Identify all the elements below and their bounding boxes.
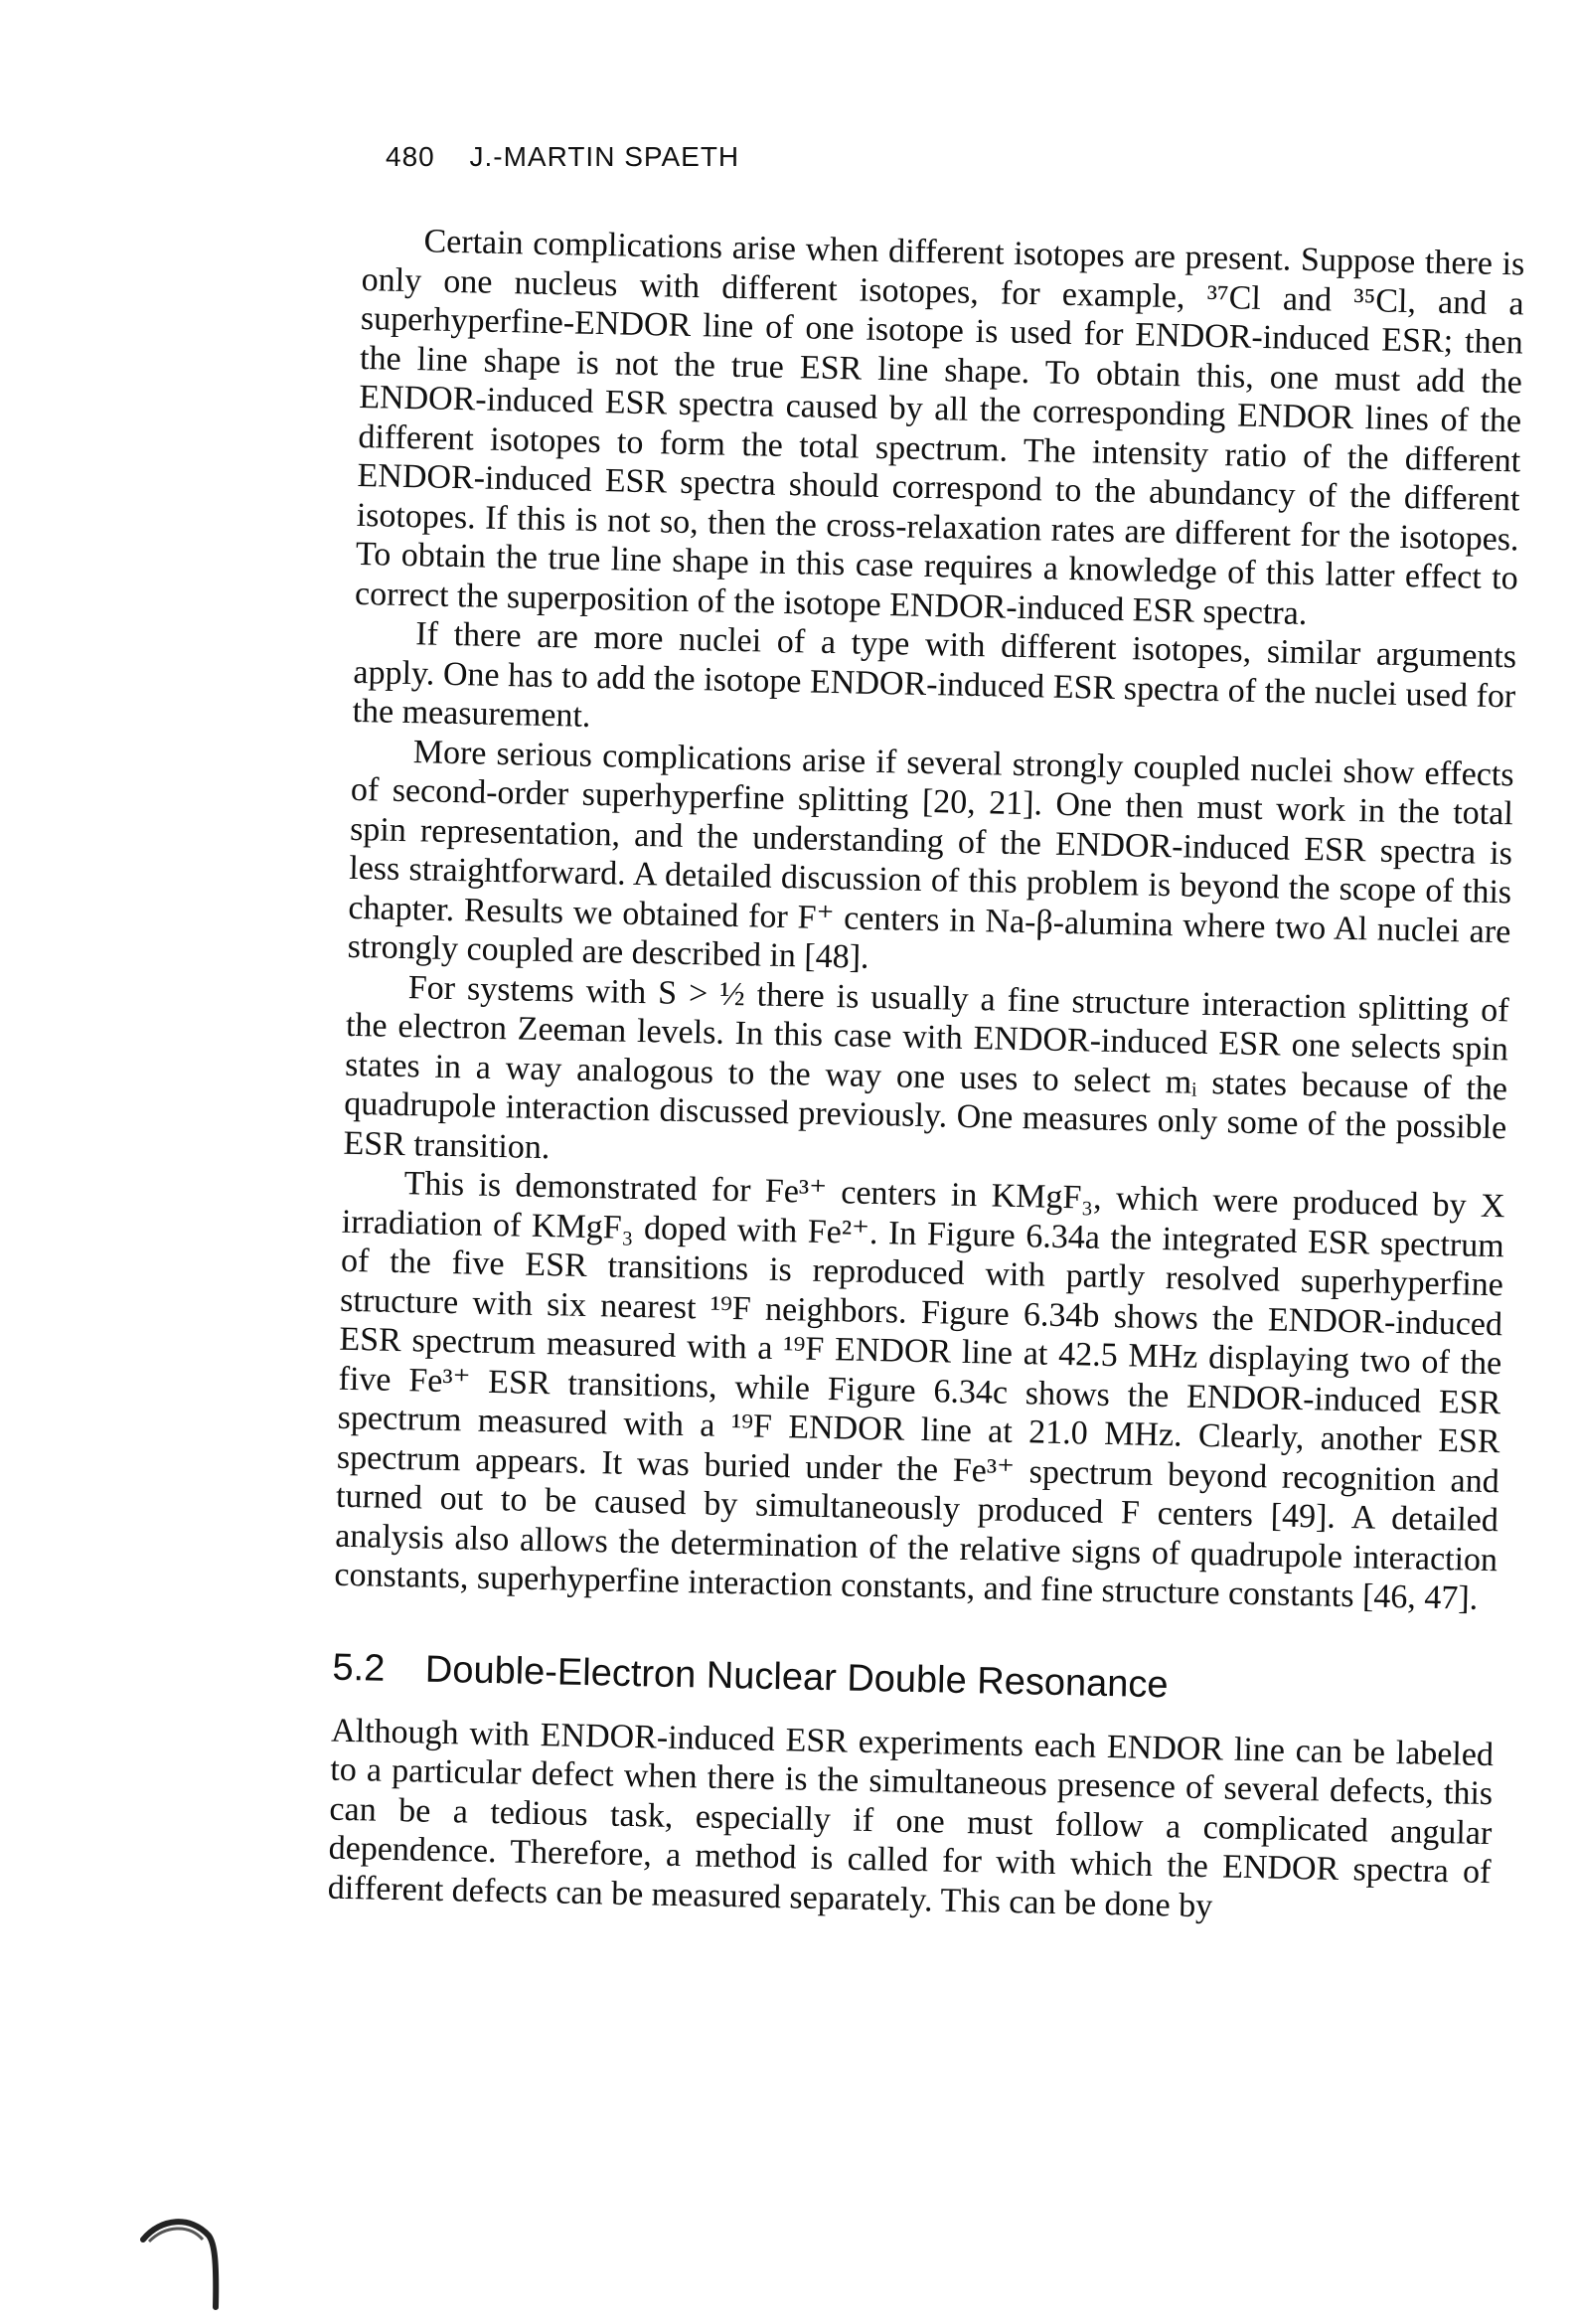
page-header <box>386 141 739 173</box>
page-number: 480 <box>386 141 435 172</box>
paragraph-multiple-nuclei: If there are more nuclei of a type with different isotopes, similar arguments apply. One has to add the isotope ENDOR-induced ESR spectra of the nuclei used for the measurement. <box>352 615 1517 735</box>
section-heading <box>332 1646 1496 1713</box>
paragraph-second-order: More serious complications arise if several strongly coupled nuclei show effects of second-order superhyperfine splitting [20, 21]. One then must work in the total spin representation, and the understanding of the ENDOR-induced ESR spectra is less straightforward. A detailed discussion of this problem is beyond the scope of this chapter. Results we obtained for F⁺ centers in Na-β-alumina where two Al nuclei are strongly coupled are described in [48]. <box>347 733 1514 976</box>
corner-mark-icon <box>139 2212 229 2311</box>
section-title: Double-Electron Nuclear Double Resonance <box>424 1648 1169 1706</box>
body-text <box>327 221 1524 1931</box>
section-number: 5.2 <box>332 1646 386 1690</box>
paragraph-fine-structure: For systems with S > ½ there is usually a fine structure interaction splitting of the electron Zeeman levels. In this case with ENDOR-induced ESR one selects spin states in a way analogous to the way one uses to select mᵢ states because of the quadrupole interaction discussed previously. One measures only some of the possible ESR transition. <box>343 968 1510 1166</box>
paragraph-deendor-intro: Although with ENDOR-induced ESR experiments each ENDOR line can be labeled to a particular defect when there is the simultaneous presence of several defects, this can be a tedious task, especially if one must follow a complicated angular dependence. Therefore, a method is called for with which the ENDOR spectra of different defects can be measured separately. This can be done by <box>327 1712 1495 1924</box>
paragraph-fe3-example: This is demonstrated for Fe³⁺ centers in KMgF₃, which were produced by X irradiation of KMgF₃ doped with Fe²⁺. In Figure 6.34a the integrated ESR spectrum of the five ESR transitions is reproduced with partly resolved superhyperfine structure with six nearest ¹⁹F neighbors. Figure 6.34b shows the ENDOR-induced ESR spectrum measured with a ¹⁹F ENDOR line at 42.5 MHz displaying two of the five Fe³⁺ ESR transitions, while Figure 6.34c shows the ENDOR-induced ESR spectrum measured with a ¹⁹F ENDOR line at 21.0 MHz. Clearly, another ESR spectrum appears. It was buried under the Fe³⁺ spectrum beyond recognition and turned out to be caused by simultaneously produced F centers [49]. A detailed analysis also allows the determination of the relative signs of quadrupole interaction constants, superhyperfine interaction constants, and fine structure constants [46, 47]. <box>334 1165 1505 1617</box>
running-head: J.-MARTIN SPAETH <box>469 141 740 172</box>
paragraph-isotopes: Certain complications arise when different isotopes are present. Suppose there is only one nucleus with different isotopes, for example, ³⁷Cl and ³⁵Cl, and a superhyperfine-ENDOR line of one isotope is used for ENDOR-induced ESR; then the line shape is not the true ESR line shape. To obtain this, one must add the ENDOR-induced ESR spectra caused by all the corresponding ENDOR lines of the different isotopes to form the total spectrum. The intensity ratio of the different ENDOR-induced ESR spectra should correspond to the abundancy of the different isotopes. If this is not so, then the cross-relaxation rates are different for the isotopes. To obtain the true line shape in this case requires a knowledge of this latter effect to correct the superposition of the isotope ENDOR-induced ESR spectra. <box>354 223 1525 632</box>
